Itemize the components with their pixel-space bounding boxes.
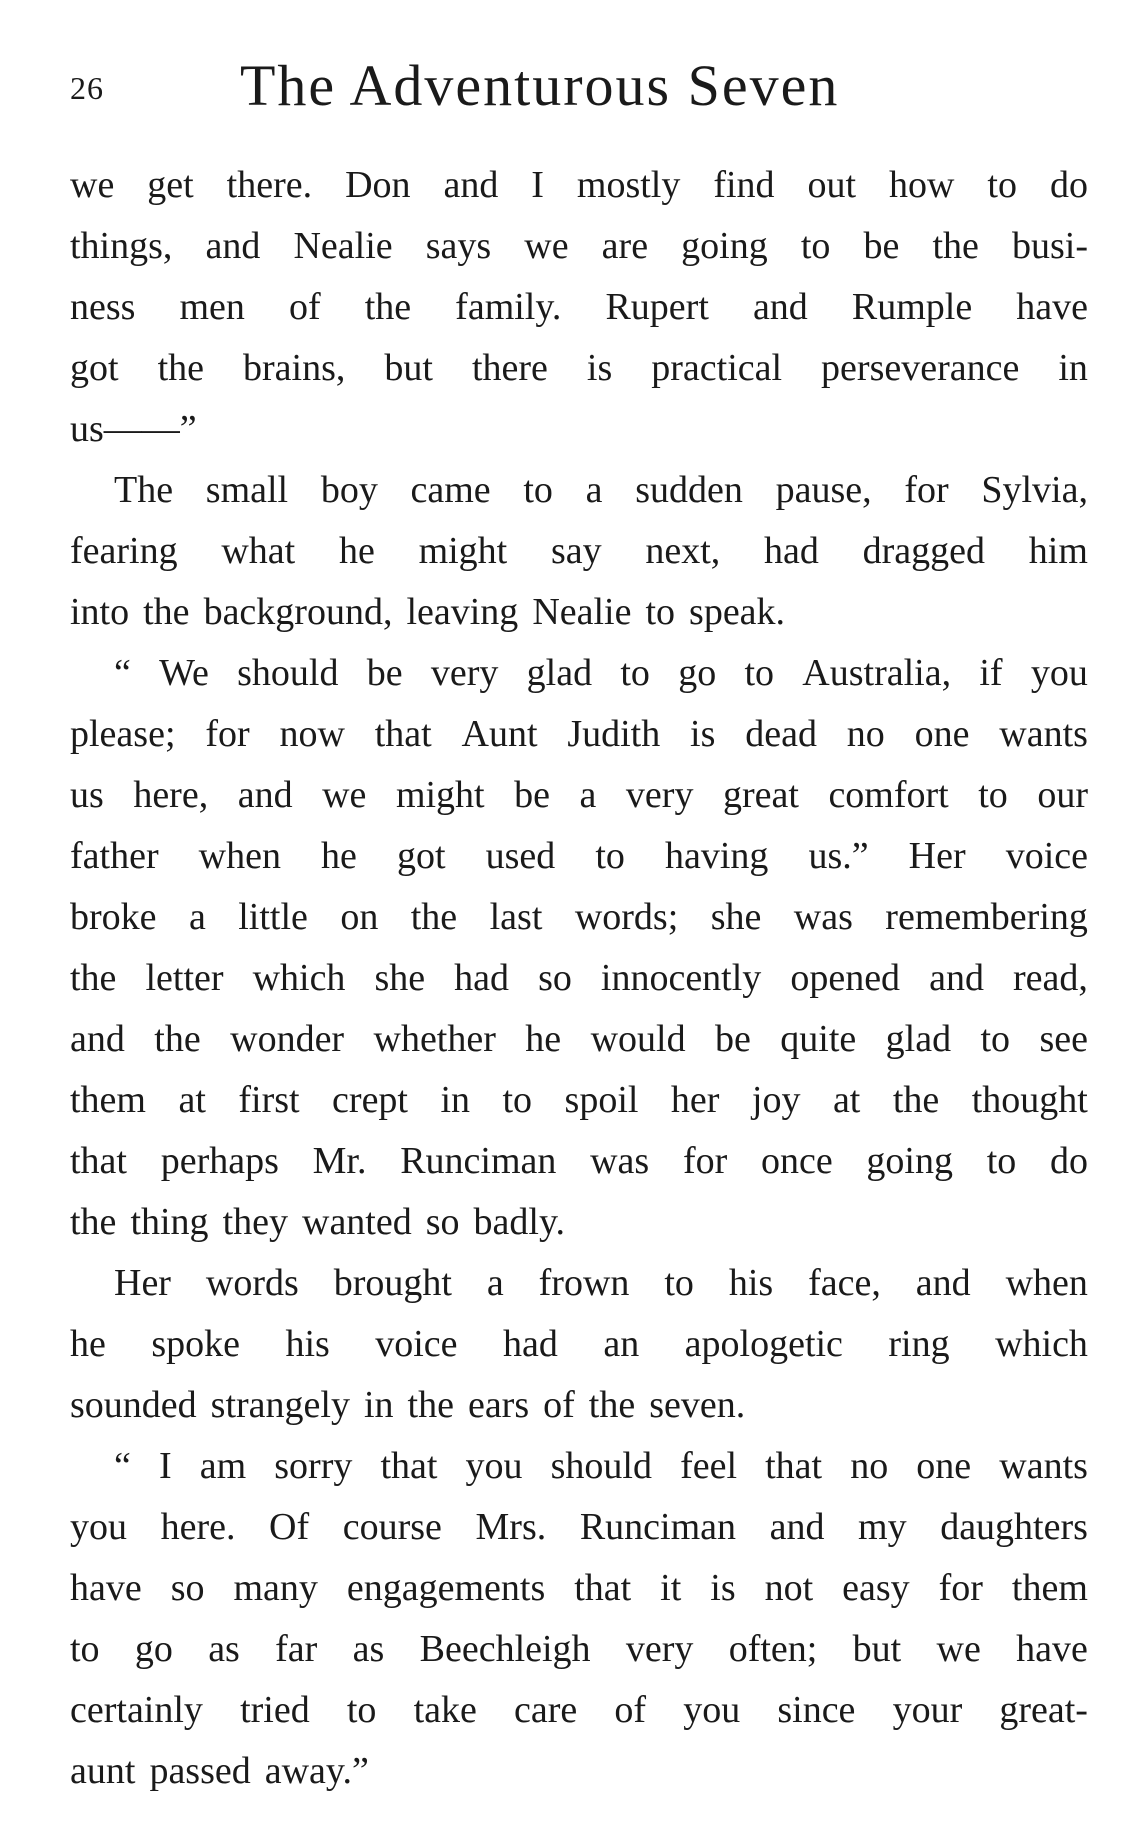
word: you	[683, 1689, 741, 1731]
word: aunt	[70, 1750, 136, 1792]
word: practical	[651, 347, 783, 389]
word: Sylvia,	[981, 469, 1088, 511]
word: which	[995, 1323, 1088, 1365]
word: and	[929, 957, 984, 999]
word: us.”	[808, 835, 869, 877]
word: and	[70, 1018, 125, 1060]
word: engagements	[346, 1567, 546, 1609]
word: Australia,	[802, 652, 952, 694]
text-line	[70, 1436, 1088, 1497]
text-line	[70, 1619, 1088, 1680]
word: when	[1005, 1262, 1088, 1304]
word: read,	[1013, 957, 1088, 999]
word: when	[198, 835, 281, 877]
word: ring	[888, 1323, 950, 1365]
word: be	[366, 652, 403, 694]
word: she	[710, 896, 762, 938]
word: sorry	[274, 1445, 353, 1487]
word: the	[410, 896, 458, 938]
word: broke	[70, 896, 157, 938]
word: to	[70, 1628, 100, 1670]
word: in	[440, 1079, 471, 1121]
word: might	[418, 530, 508, 572]
word: tried	[240, 1689, 310, 1731]
word: her	[670, 1079, 720, 1121]
word: as	[352, 1628, 385, 1670]
word: please;	[70, 713, 176, 755]
word: for	[904, 469, 949, 511]
word: for	[938, 1567, 983, 1609]
word: was	[590, 1140, 650, 1182]
word: one	[914, 713, 970, 755]
word: have	[1016, 286, 1088, 328]
word: might	[395, 774, 485, 816]
word: Aunt	[461, 713, 538, 755]
word: going	[681, 225, 768, 267]
word: voice	[1005, 835, 1088, 877]
word: have	[70, 1567, 142, 1609]
word: boy	[320, 469, 378, 511]
word: background,	[203, 591, 393, 633]
word: you	[70, 1506, 127, 1548]
word: Judith	[567, 713, 661, 755]
word: Of	[269, 1506, 310, 1548]
word: be	[714, 1018, 751, 1060]
word: he	[70, 1323, 106, 1365]
word: says	[425, 225, 492, 267]
word: thing	[130, 1201, 209, 1243]
word: there	[471, 347, 548, 389]
word: got	[70, 347, 119, 389]
word: if	[979, 652, 1003, 694]
word: leaving	[406, 591, 519, 633]
word: as	[208, 1628, 240, 1670]
text-line	[70, 1558, 1088, 1619]
word: Rupert	[605, 286, 709, 328]
word: so	[170, 1567, 205, 1609]
word: you	[1030, 652, 1088, 694]
word: here.	[160, 1506, 236, 1548]
word: daughters	[940, 1506, 1088, 1548]
word: that	[70, 1140, 127, 1182]
word: of	[543, 1384, 575, 1426]
word: crept	[332, 1079, 408, 1121]
word: I	[531, 164, 544, 206]
word: dragged	[862, 530, 986, 572]
word: your	[892, 1689, 963, 1731]
word: apologetic	[684, 1323, 843, 1365]
word: Nealie	[532, 591, 632, 633]
word: had	[454, 957, 510, 999]
word: how	[889, 164, 955, 206]
word: seven.	[649, 1384, 746, 1426]
word: Beechleigh	[419, 1628, 591, 1670]
word: out	[807, 164, 857, 206]
word: what	[221, 530, 296, 572]
word: them	[1011, 1567, 1088, 1609]
text-line	[70, 521, 1088, 582]
word: far	[275, 1628, 318, 1670]
word: ness	[70, 286, 136, 328]
word: speak.	[689, 591, 786, 633]
word: care	[514, 1689, 578, 1731]
word: innocently	[600, 957, 762, 999]
word: the	[364, 286, 412, 328]
text-line	[70, 1070, 1088, 1131]
word: of	[288, 286, 321, 328]
word: glad	[526, 652, 593, 694]
word: find	[713, 164, 775, 206]
word: not	[764, 1567, 814, 1609]
word: perseverance	[821, 347, 1020, 389]
word: a	[579, 774, 597, 816]
word: our	[1037, 774, 1088, 816]
word: certainly	[70, 1689, 203, 1731]
word: Mrs.	[475, 1506, 547, 1548]
word: spoil	[564, 1079, 639, 1121]
word: pause,	[775, 469, 872, 511]
word: the	[154, 1018, 201, 1060]
word: we	[524, 225, 569, 267]
word: Don	[345, 164, 411, 206]
word: dead	[745, 713, 817, 755]
word: get	[147, 164, 194, 206]
word: are	[601, 225, 649, 267]
word: often;	[728, 1628, 818, 1670]
text-line	[70, 277, 1088, 338]
word: an	[603, 1323, 640, 1365]
word: his	[728, 1262, 774, 1304]
word: joy	[751, 1079, 801, 1121]
word: we	[322, 774, 367, 816]
word: he	[321, 835, 357, 877]
word: badly.	[473, 1201, 565, 1243]
text-line	[70, 643, 1088, 704]
word: that	[380, 1445, 438, 1487]
word: thought	[971, 1079, 1088, 1121]
word: words	[205, 1262, 299, 1304]
word: “	[114, 1445, 131, 1487]
word: to	[800, 225, 831, 267]
word: to	[346, 1689, 377, 1731]
word: take	[413, 1689, 477, 1731]
word: is	[710, 1567, 736, 1609]
word: Runciman	[579, 1506, 737, 1548]
text-line	[70, 1009, 1088, 1070]
word: he	[525, 1018, 562, 1060]
word: to	[980, 1018, 1011, 1060]
word: a	[486, 1262, 504, 1304]
word: the	[70, 1201, 117, 1243]
word: sounded	[70, 1384, 197, 1426]
word: remembering	[885, 896, 1088, 938]
word: us	[70, 774, 104, 816]
word: be	[863, 225, 900, 267]
word: fearing	[70, 530, 178, 572]
word: passed	[149, 1750, 251, 1792]
word: here,	[133, 774, 209, 816]
word: got	[396, 835, 446, 877]
word: many	[233, 1567, 318, 1609]
word: to	[645, 591, 676, 633]
word: comfort	[828, 774, 949, 816]
word: to	[986, 1140, 1017, 1182]
word: say	[550, 530, 602, 572]
word: glad	[885, 1018, 952, 1060]
word: first	[238, 1079, 300, 1121]
word: do	[1049, 164, 1088, 206]
word: into	[70, 591, 130, 633]
word: Runciman	[400, 1140, 557, 1182]
word: which	[252, 957, 346, 999]
word: face,	[808, 1262, 881, 1304]
word: that	[374, 713, 432, 755]
word: be	[514, 774, 551, 816]
word: quite	[780, 1018, 857, 1060]
text-line	[70, 582, 1088, 643]
word: the	[70, 957, 117, 999]
word: used	[485, 835, 556, 877]
word: Mr.	[312, 1140, 367, 1182]
word: have	[1016, 1628, 1088, 1670]
word: a	[188, 896, 206, 938]
word: going	[866, 1140, 953, 1182]
page-header	[70, 52, 1080, 122]
word: next,	[645, 530, 721, 572]
word: little	[238, 896, 308, 938]
word: and	[915, 1262, 971, 1304]
text-line	[70, 1497, 1088, 1558]
word: would	[590, 1018, 686, 1060]
word: busi-	[1011, 225, 1088, 267]
text-line	[70, 460, 1088, 521]
word: spoke	[151, 1323, 240, 1365]
word: ears	[467, 1384, 530, 1426]
word: very	[430, 652, 499, 694]
word: we	[936, 1628, 981, 1670]
body-text	[70, 155, 1088, 1802]
word: brought	[333, 1262, 452, 1304]
word: it	[660, 1567, 682, 1609]
word: Nealie	[293, 225, 393, 267]
word: We	[159, 652, 209, 694]
text-line	[70, 948, 1088, 1009]
word: one	[916, 1445, 972, 1487]
text-line	[70, 216, 1088, 277]
word: go	[134, 1628, 173, 1670]
word: but	[384, 347, 433, 389]
word: to	[744, 652, 775, 694]
word: no	[850, 1445, 889, 1487]
word: him	[1028, 530, 1088, 572]
word: so	[425, 1201, 460, 1243]
word: to	[523, 469, 553, 511]
word: them	[70, 1079, 146, 1121]
word: very	[625, 1628, 694, 1670]
word: having	[664, 835, 769, 877]
text-line	[70, 887, 1088, 948]
word: I	[158, 1445, 172, 1487]
word: no	[846, 713, 885, 755]
word: for	[682, 1140, 728, 1182]
text-line	[70, 1741, 1088, 1802]
word: very	[625, 774, 694, 816]
word: should	[237, 652, 339, 694]
word: go	[678, 652, 717, 694]
word: on	[340, 896, 379, 938]
word: he	[338, 530, 375, 572]
word: and	[237, 774, 293, 816]
word: things,	[70, 225, 173, 267]
running-title: The Adventurous Seven	[240, 53, 840, 118]
word: but	[852, 1628, 902, 1670]
word: mostly	[576, 164, 681, 206]
word: should	[550, 1445, 652, 1487]
word: voice	[375, 1323, 458, 1365]
word: of	[614, 1689, 647, 1731]
text-line	[70, 338, 1088, 399]
text-line	[70, 765, 1088, 826]
word: and	[205, 225, 261, 267]
word: we	[70, 164, 115, 206]
text-line	[70, 1680, 1088, 1741]
word: great-	[999, 1689, 1088, 1731]
word: perhaps	[160, 1140, 279, 1182]
word: the	[157, 347, 204, 389]
word: wants	[999, 713, 1088, 755]
word: father	[70, 835, 159, 877]
text-line	[70, 1131, 1088, 1192]
word: wants	[999, 1445, 1088, 1487]
text-line	[70, 1375, 1088, 1436]
word: had	[764, 530, 819, 572]
word: great	[722, 774, 799, 816]
word: and	[443, 164, 499, 206]
word: easy	[842, 1567, 910, 1609]
text-line	[70, 1314, 1088, 1375]
text-line	[70, 155, 1088, 216]
word: and	[752, 286, 808, 328]
word: was	[793, 896, 853, 938]
word: at	[832, 1079, 861, 1121]
text-line	[70, 1253, 1088, 1314]
word: “	[114, 652, 131, 694]
word: men	[179, 286, 245, 328]
word: to	[978, 774, 1008, 816]
text-line	[70, 826, 1088, 887]
word: the	[407, 1384, 454, 1426]
word: since	[777, 1689, 856, 1731]
word: opened	[790, 957, 901, 999]
word: at	[178, 1079, 206, 1121]
word: to	[502, 1079, 533, 1121]
word: words;	[574, 896, 679, 938]
text-line	[70, 399, 1088, 460]
word: small	[205, 469, 289, 511]
word: letter	[145, 957, 224, 999]
word: to	[595, 835, 625, 877]
word: away.”	[264, 1750, 369, 1792]
word: Her	[114, 1262, 171, 1304]
word: my	[858, 1506, 907, 1548]
word: feel	[680, 1445, 738, 1487]
text-line	[70, 704, 1088, 765]
word: The	[114, 469, 174, 511]
word: to	[987, 164, 1017, 206]
word: wanted	[302, 1201, 412, 1243]
text-line	[70, 1192, 1088, 1253]
word: that	[765, 1445, 823, 1487]
word: in	[363, 1384, 394, 1426]
word: to	[664, 1262, 694, 1304]
word: am	[199, 1445, 247, 1487]
word: sudden	[635, 469, 743, 511]
word: for	[205, 713, 250, 755]
word: the	[588, 1384, 636, 1426]
word: she	[374, 957, 426, 999]
word: that	[574, 1567, 632, 1609]
word: family.	[455, 286, 562, 328]
word: the	[892, 1079, 940, 1121]
word: do	[1049, 1140, 1088, 1182]
word: strangely	[210, 1384, 350, 1426]
word: they	[222, 1201, 288, 1243]
word: last	[489, 896, 543, 938]
word: is	[586, 347, 613, 389]
word: whether	[373, 1018, 496, 1060]
word: see	[1039, 1018, 1088, 1060]
word: there.	[226, 164, 313, 206]
word: a	[585, 469, 603, 511]
word: and	[769, 1506, 825, 1548]
word: had	[503, 1323, 558, 1365]
word: is	[690, 713, 716, 755]
word: brains,	[243, 347, 346, 389]
page-number: 26	[70, 70, 104, 106]
word: you	[465, 1445, 523, 1487]
word: course	[342, 1506, 442, 1548]
word: us——”	[70, 408, 197, 450]
word: came	[410, 469, 491, 511]
word: now	[279, 713, 345, 755]
word: so	[538, 957, 572, 999]
word: Her	[908, 835, 966, 877]
word: the	[932, 225, 979, 267]
word: Rumple	[851, 286, 973, 328]
word: his	[285, 1323, 330, 1365]
word: wonder	[230, 1018, 345, 1060]
word: frown	[538, 1262, 630, 1304]
word: the	[143, 591, 190, 633]
word: in	[1058, 347, 1088, 389]
word: to	[620, 652, 650, 694]
word: once	[760, 1140, 833, 1182]
